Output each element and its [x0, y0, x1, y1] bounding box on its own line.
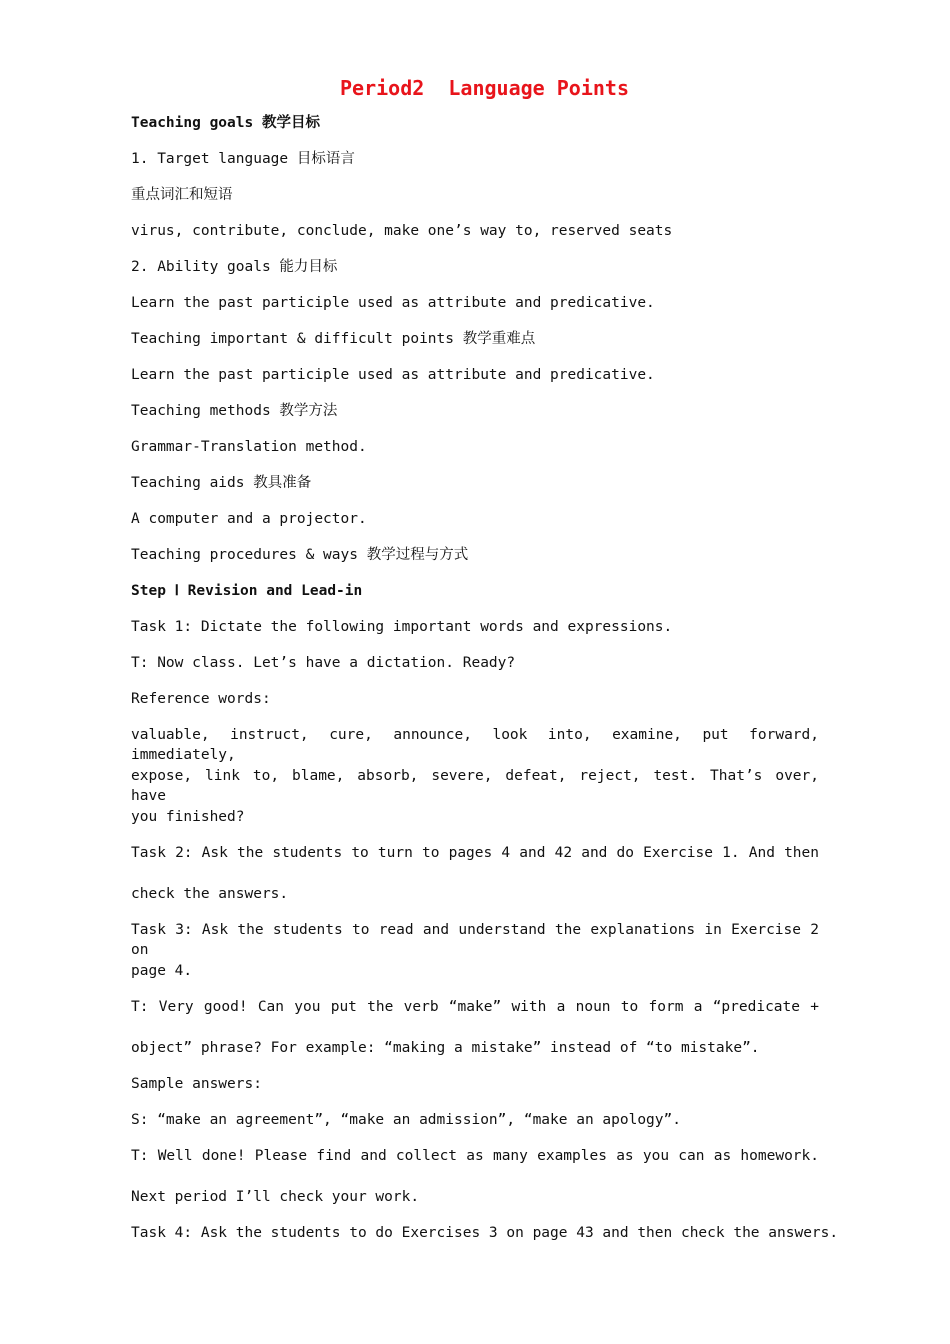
- task-3-line-1: Task 3: Ask the students to read and understand the explanations in Exercise 2 on: [131, 922, 819, 958]
- task-4-text: Task 4: Ask the students to do Exercises 3 on page 43 and then check the answers.: [131, 1225, 839, 1241]
- procedures-heading: Teaching procedures & ways 教学过程与方式: [131, 547, 469, 563]
- sample-answers-heading: Sample answers:: [131, 1076, 262, 1092]
- task-2-line-2: check the answers.: [131, 886, 289, 902]
- teaching-methods-text: Grammar-Translation method.: [131, 439, 367, 455]
- teacher-dictation-line: T: Now class. Let’s have a dictation. Ready?: [131, 655, 516, 671]
- task-2-line-1: Task 2: Ask the students to turn to pages 4 and 42 and do Exercise 1. And then: [131, 845, 819, 861]
- key-vocabulary-heading: 重点词汇和短语: [131, 187, 233, 203]
- task-3-line-2: page 4.: [131, 963, 193, 979]
- teaching-aids-text: A computer and a projector.: [131, 511, 367, 527]
- ability-goals-heading: 2. Ability goals 能力目标: [131, 259, 338, 275]
- reference-words-line-1: valuable, instruct, cure, announce, look into, examine, put forward, immediately,: [131, 727, 819, 763]
- teaching-goals-heading: Teaching goals 教学目标: [131, 115, 320, 131]
- target-language-heading: 1. Target language 目标语言: [131, 151, 355, 167]
- page-title: Period2 Language Points: [340, 76, 629, 100]
- teacher-homework-line-2: Next period I’ll check your work.: [131, 1189, 420, 1205]
- reference-words-line-2: expose, link to, blame, absorb, severe, defeat, reject, test. That’s over, have: [131, 768, 819, 804]
- step-one-heading: Step Ⅰ Revision and Lead-in: [131, 583, 363, 599]
- reference-words-line-3: you finished?: [131, 809, 245, 825]
- teaching-aids-heading: Teaching aids 教具准备: [131, 475, 312, 491]
- teaching-methods-heading: Teaching methods 教学方法: [131, 403, 338, 419]
- teacher-homework-line-1: T: Well done! Please find and collect as many examples as you can as homework.: [131, 1148, 819, 1164]
- task-1-text: Task 1: Dictate the following important words and expressions.: [131, 619, 673, 635]
- student-answer-line: S: “make an agreement”, “make an admission”, “make an apology”.: [131, 1112, 681, 1128]
- important-points-heading: Teaching important & difficult points 教学重难点: [131, 331, 536, 347]
- reference-words-heading: Reference words:: [131, 691, 271, 707]
- teacher-question-line-1: T: Very good! Can you put the verb “make” with a noun to form a “predicate +: [131, 999, 819, 1015]
- important-points-text: Learn the past participle used as attribute and predicative.: [131, 367, 655, 383]
- teacher-question-line-2: object” phrase? For example: “making a mistake” instead of “to mistake”.: [131, 1040, 760, 1056]
- ability-goals-text: Learn the past participle used as attribute and predicative.: [131, 295, 655, 311]
- key-vocabulary-list: virus, contribute, conclude, make one’s way to, reserved seats: [131, 223, 673, 239]
